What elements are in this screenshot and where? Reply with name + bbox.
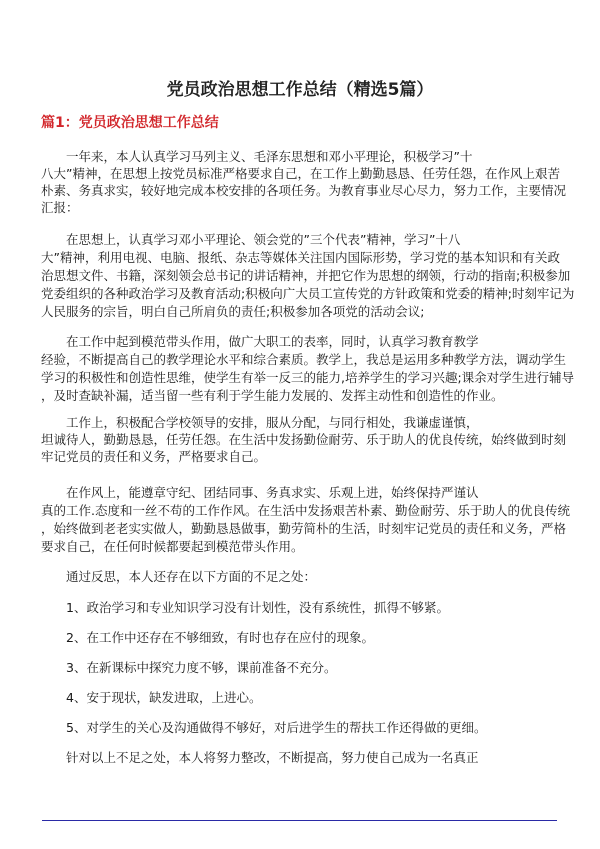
text-line: 一年来，本人认真学习马列主义、毛泽东思想和邓小平理论，积极学习”十: [66, 149, 473, 164]
text-line: 要求自己，在任何时候都要起到模范带头作用。: [41, 539, 304, 554]
text-line: 党委组织的各种政治学习及教育活动;积极向广大员工宣传党的方针政策和党委的精神;时刻牢记为: [41, 286, 575, 301]
text-line: 人民服务的宗旨，明白自己所肩负的责任;积极参加各项党的活动会议;: [41, 304, 425, 319]
text-line: 真的工作.态度和一丝不苟的工作作风。在生活中发扬艰苦朴素、勤俭耐劳、乐于助人的优良传统: [41, 503, 570, 518]
reflection-intro: 通过反思，本人还存在以下方面的不足之处：: [66, 569, 317, 584]
text-line: 牢记党员的责任和义务，严格要求自己。: [41, 449, 267, 464]
text-line: 坦诚待人，勤勤恳恳，任劳任怨。在生活中发扬勤俭耐劳、乐于助人的优良传统，始终做到时刻: [41, 432, 567, 447]
text-line: 朴素、务真求实，较好地完成本校安排的各项任务。为教育事业尽心尽力，努力工作，主要情况: [41, 183, 567, 198]
text-line: 在工作中起到模范带头作用，做广大职工的表率，同时，认真学习教育教学: [66, 334, 479, 349]
list-item: 5、对学生的关心及沟通做得不够好，对后进学生的帮扶工作还得做的更细。: [66, 720, 487, 735]
text-line: 八大”精神，在思想上按党员标准严格要求自己，在工作上勤勤恳恳、任劳任怨，在作风上艰苦: [41, 166, 560, 181]
text-line: ，始终做到老老实实做人，勤勤恳恳做事，勤劳简朴的生活，时刻牢记党员的责任和义务，严格: [41, 521, 567, 536]
text-line: 在作风上，能遵章守纪、团结同事、务真求实、乐观上进，始终保持严谨认: [66, 485, 479, 500]
text-line: 学习的积极性和创造性思维，使学生有举一反三的能力,培养学生的学习兴趣;课余对学生进行辅导: [41, 370, 575, 385]
text-line: 经验，不断提高自己的教学理论水平和综合素质。教学上，我总是运用多种教学方法，调动学生: [41, 352, 567, 367]
text-line: 工作上，积极配合学校领导的安排，服从分配，与同行相处，我谦虚谨慎，: [66, 415, 479, 430]
list-item: 1、政治学习和专业知识学习没有计划性，没有系统性，抓得不够紧。: [66, 600, 449, 615]
list-item: 2、在工作中还存在不够细致，有时也存在应付的现象。: [66, 630, 374, 645]
document-title: 党员政治思想工作总结（精选5篇）: [166, 80, 434, 100]
text-line: 汇报：: [41, 200, 79, 215]
text-line: 在思想上，认真学习邓小平理论、领会党的”三个代表”精神，学习”十八: [66, 232, 461, 247]
list-item: 4、安于现状，缺发进取，上进心。: [66, 690, 262, 705]
footer-divider: [42, 820, 557, 821]
text-line: ，及时查缺补漏，适当留一些有利于学生能力发展的、发挥主动性和创造性的作业。: [41, 388, 504, 403]
section-heading: 篇1：党员政治思想工作总结: [41, 115, 219, 131]
list-item: 3、在新课标中探究力度不够，课前准备不充分。: [66, 660, 337, 675]
text-line: 治思想文件、书籍，深刻领会总书记的讲话精神，并把它作为思想的纲领，行动的指南;积极参加: [41, 268, 571, 283]
closing-text: 针对以上不足之处，本人将努力整改，不断提高，努力使自己成为一名真正: [66, 750, 479, 765]
text-line: 大”精神，利用电视、电脑、报纸、杂志等媒体关注国内国际形势，学习党的基本知识和有关政: [41, 250, 560, 265]
